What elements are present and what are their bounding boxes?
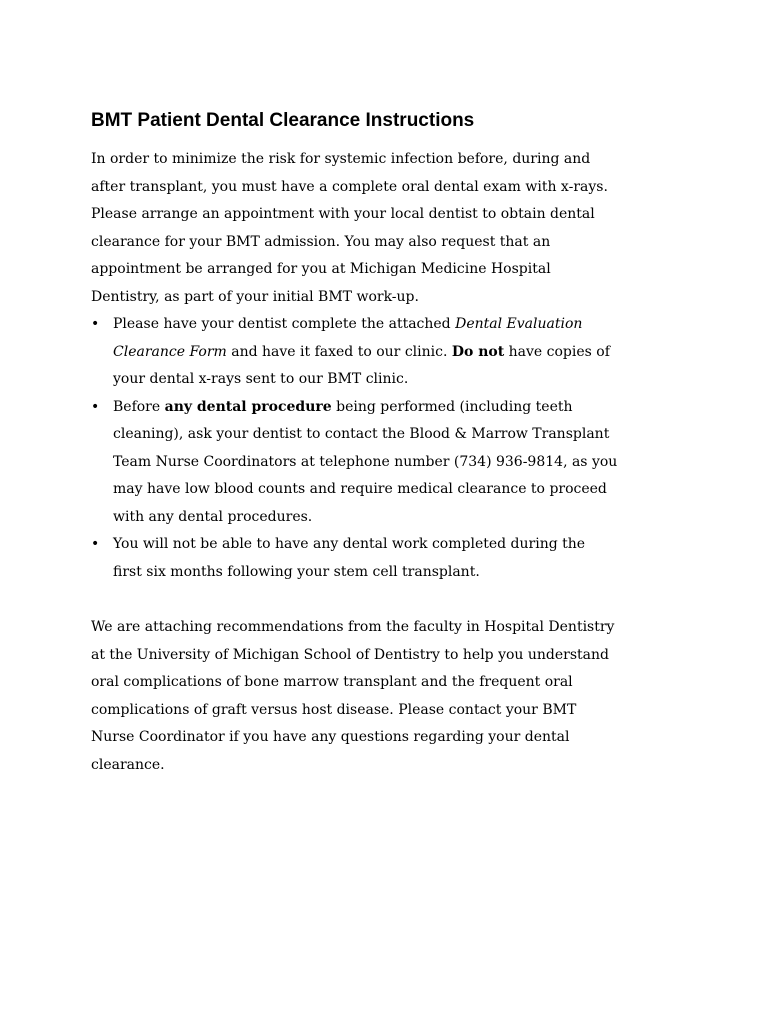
intro-line: clearance for your BMT admission. You may also request that an [91, 233, 551, 250]
closing-line: clearance. [91, 756, 165, 773]
list-item-six-months [91, 531, 651, 586]
list-item-line [113, 339, 651, 367]
text-run: have copies of [504, 343, 610, 360]
list-item-line: may have low blood counts and require medical clearance to proceed [113, 481, 607, 497]
list-item-line: cleaning), ask your dentist to contact the Blood & Marrow Transplant [113, 426, 610, 442]
intro-line: after transplant, you must have a complete oral dental exam with x-rays. [91, 178, 608, 195]
bullet-icon: • [91, 398, 100, 415]
closing-line: complications of graft versus host disease. Please contact your BMT [91, 701, 577, 718]
intro-line: Dentistry, as part of your initial BMT work-up. [91, 288, 419, 305]
intro-line: In order to minimize the risk for systemic infection before, during and [91, 151, 591, 167]
text-run: Please have your dentist complete the attached [113, 316, 456, 332]
intro-paragraph [91, 146, 651, 311]
text-run: being performed (including teeth [331, 398, 573, 415]
list-item-dental-form [91, 311, 651, 394]
closing-paragraph [91, 614, 651, 779]
list-item-line: first six months following your stem cell transplant. [113, 563, 480, 580]
form-name-text: Dental Evaluation [455, 316, 583, 332]
bullet-icon: • [91, 316, 100, 332]
page-title: BMT Patient Dental Clearance Instructions [91, 110, 475, 131]
intro-line: appointment be arranged for you at Michigan Medicine Hospital [91, 261, 551, 277]
list-item-line: with any dental procedures. [113, 508, 313, 525]
list-item-line [113, 394, 651, 422]
instruction-list [91, 311, 651, 586]
list-item-line: You will not be able to have any dental work completed during the [113, 536, 586, 552]
emphasis-text: Do not [451, 343, 505, 360]
list-item-line: Team Nurse Coordinators at telephone number (734) 936-9814, as you [113, 453, 618, 470]
intro-line: Please arrange an appointment with your local dentist to obtain dental [91, 206, 595, 222]
closing-line: oral complications of bone marrow transplant and the frequent oral [91, 674, 573, 690]
closing-line: at the University of Michigan School of Dentistry to help you understand [91, 646, 610, 663]
closing-line: Nurse Coordinator if you have any questions regarding your dental [91, 729, 570, 745]
text-run: Before [113, 398, 165, 415]
form-name-text: Clearance Form [113, 343, 227, 360]
list-item-dental-procedure [91, 394, 651, 532]
list-item-line [113, 311, 651, 339]
emphasis-text: any dental procedure [164, 398, 332, 415]
closing-line: We are attaching recommendations from the faculty in Hospital Dentistry [91, 619, 615, 635]
text-run: and have it faxed to our clinic. [226, 343, 452, 360]
list-item-line: your dental x-rays sent to our BMT clinic. [113, 371, 409, 387]
bullet-icon: • [91, 536, 100, 552]
